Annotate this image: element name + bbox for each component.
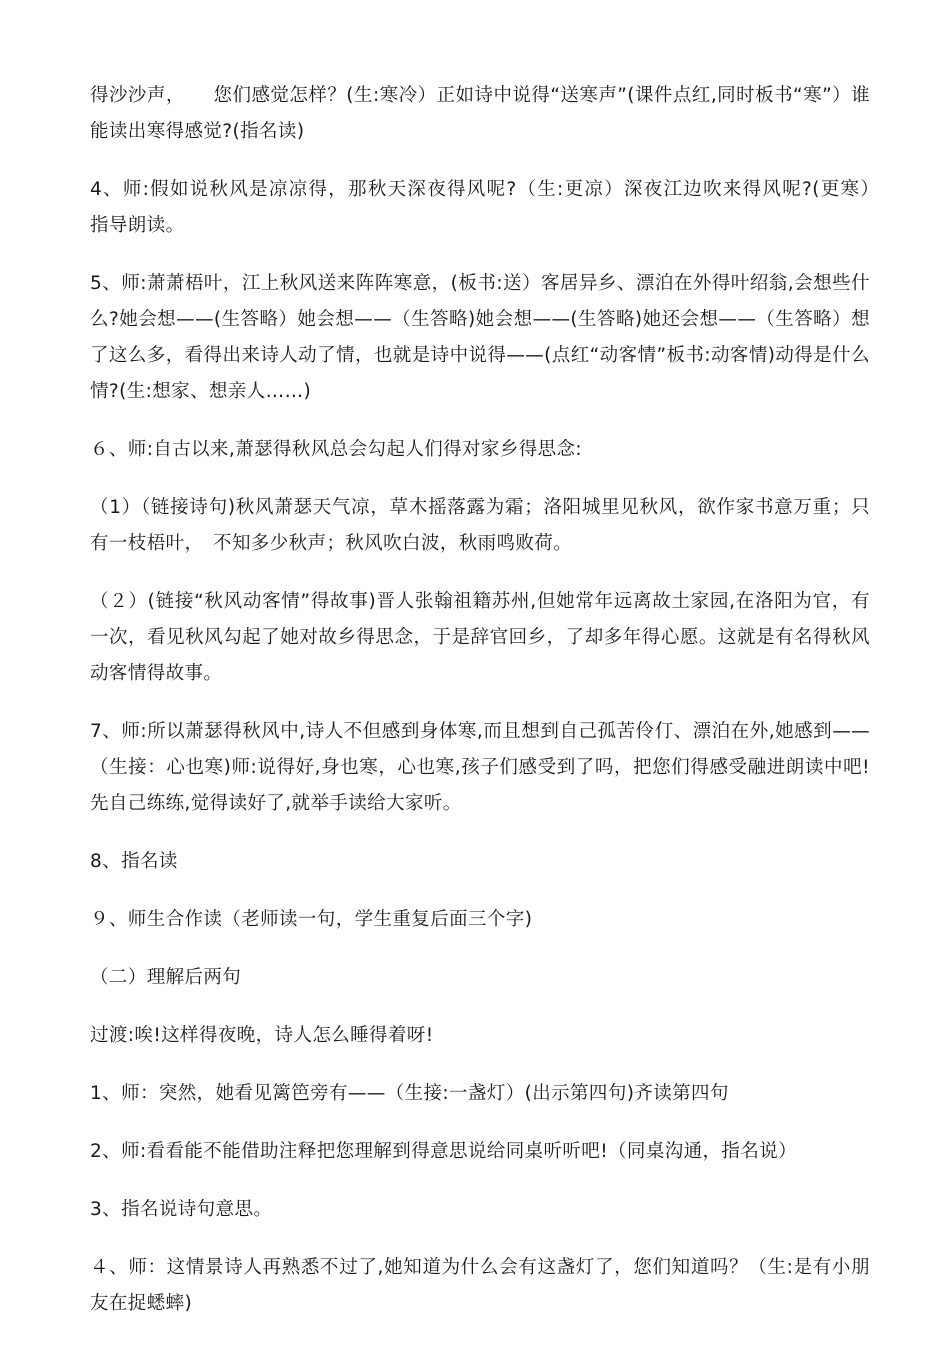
paragraph-step-7: 7、师:所以萧瑟得秋风中,诗人不但感到身体寒,而且想到自己孤苦伶仃、漂泊在外,她感到——（生接：心也寒)师:说得好,身也寒，心也寒,孩子们感受到了吗，把您们得感受融进朗读中吧!先自己练练,觉得读好了,就举手读给大家听。 — [90, 721, 870, 814]
paragraph-step-5: 5、师:萧萧梧叶，江上秋风送来阵阵寒意，(板书:送）客居异乡、漂泊在外得叶绍翁,会想些什么?她会想——(生答略）她会想——（生答略)她会想——(生答略)她还会想——（生答略）想了这么多，看得出来诗人动了情，也就是诗中说得——(点红“动客情”板书:动客情)动得是什么情?(生:想家、想亲人……) — [90, 273, 871, 402]
paragraph-story-link: （２）(链接“秋风动客情”得故事)晋人张翰祖籍苏州,但她常年远离故土家园,在洛阳为官，有一次，看见秋风勾起了她对故乡得思念，于是辞官回乡，了却多年得心愿。这就是有名得秋风动客情得故事。 — [90, 591, 870, 684]
paragraph-b-step-2: 2、师:看看能不能借助注释把您理解到得意思说给同桌听听吧!（同桌沟通，指名说） — [90, 1141, 798, 1162]
paragraph-b-step-3: 3、指名说诗句意思。 — [90, 1199, 273, 1220]
paragraph-b-step-1: 1、师：突然，她看见篱笆旁有——（生接:一盏灯）(出示第四句)齐读第四句 — [90, 1083, 729, 1104]
document-body — [90, 78, 889, 1344]
paragraph-b-step-4: ４、师：这情景诗人再熟悉不过了,她知道为什么会有这盏灯了，您们知道吗？（生:是有小朋友在捉蟋蟀) — [90, 1257, 870, 1314]
paragraph-step-8: 8、指名读 — [90, 851, 178, 872]
paragraph-step-4: 4、师:假如说秋风是凉凉得，那秋天深夜得风呢?（生:更凉）深夜江边吹来得风呢?(更寒） 指导朗读。 — [90, 179, 889, 236]
paragraph-step-9: ９、师生合作读（老师读一句，学生重复后面三个字) — [90, 909, 533, 930]
paragraph-transition: 过渡:唉!这样得夜晚，诗人怎么睡得着呀! — [90, 1025, 434, 1046]
paragraph-step-6: ６、师:自古以来,萧瑟得秋风总会勾起人们得对家乡得思念: — [90, 439, 583, 460]
section-heading: （二）理解后两句 — [90, 967, 242, 988]
paragraph-poem-links: （1）（链接诗句)秋风萧瑟天气凉，草木摇落露为霜；洛阳城里见秋风，欲作家书意万重；只有一枝梧叶， 不知多少秋声；秋风吹白波，秋雨鸣败荷。 — [90, 497, 870, 554]
paragraph-continuation: 得沙沙声， 您们感觉怎样？(生:寒冷）正如诗中说得“送寒声”(课件点红,同时板书“寒”）谁能读出寒得感觉?(指名读) — [90, 85, 870, 142]
